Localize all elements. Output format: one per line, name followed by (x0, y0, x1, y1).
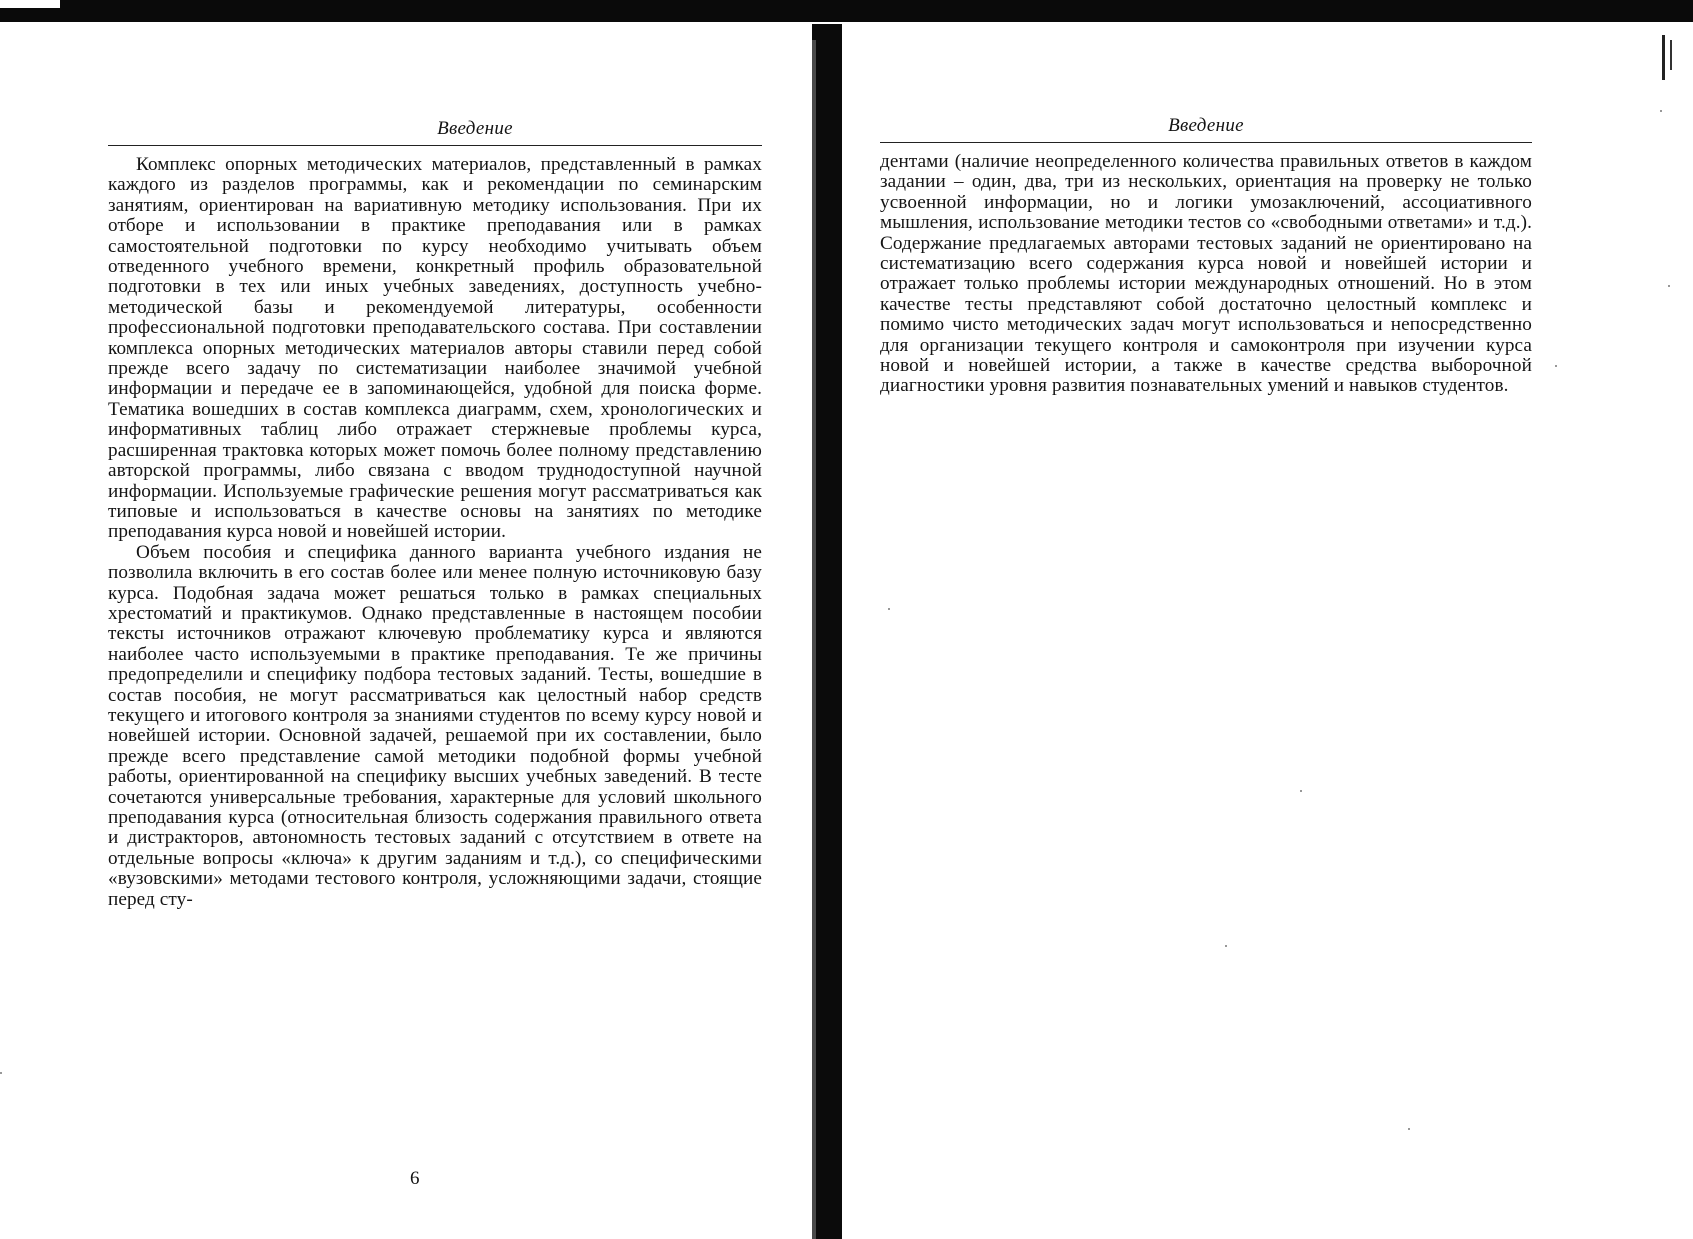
running-header: Введение (108, 118, 762, 146)
scan-speck (1555, 365, 1557, 367)
page-edge-mark (1670, 40, 1672, 70)
page-number: 6 (410, 1168, 420, 1189)
paragraph: Комплекс опорных методических материалов, представленный в рамках каждого из разделов программы, как и рекомендации по семинарским занятиям, ориентирован на вариативную методику использования. При их отборе и использовании в практике преподавания или в рамках самостоятельной подготовки по курсу необходимо учитывать объем отведенного учебного времени, конкретный профиль образовательной подготовки в тех или иных учебных заведениях, доступность учебно-методической базы и рекомендуемой литературы, особенности профессиональной подготовки преподавательского состава. При составлении комплекса опорных методических материалов авторы ставили перед собой прежде всего задачу по систематизации наиболее значимой учебной информации и передаче ее в запоминающейся, удобной для поиска форме. Тематика вошедших в состав комплекса диаграмм, схем, хронологических и информативных таблиц либо отражает стержневые проблемы курса, расширенная трактовка которых может помочь более полному представлению авторской программы, либо связана с вводом труднодоступной научной информации. Используемые графические решения могут рассматриваться как типовые и использоваться в качестве основы на занятиях по методике преподавания курса новой и новейшей истории. (108, 154, 762, 543)
book-spine-shadow (812, 24, 842, 1239)
scan-dark-band (60, 0, 1693, 22)
scan-speck (0, 1072, 2, 1074)
book-spine-edge (812, 40, 816, 1239)
scan-speck (1225, 945, 1227, 947)
paragraph: Объем пособия и специфика данного варианта учебного издания не позволила включить в его состав более или менее полную источниковую базу курса. Подобная задача может решаться только в рамках специальных хрестоматий и практикумов. Однако представленные в настоящем пособии тексты источников отражают ключевую проблематику курса и являются наиболее часто используемыми в практике преподавания. Те же причины предопределили и специфику подбора тестовых заданий. Тесты, вошедшие в состав пособия, не могут рассматриваться как целостный набор средств текущего и итогового контроля за знаниями студентов по всему курсу новой и новейшей истории. Основной задачей, решаемой при их составлении, было прежде всего представление самой методики подобной формы учебной работы, ориентированной на специфику высших учебных заведений. В тесте сочетаются универсальные требования, характерные для условий школьного преподавания курса (относительная близость содержания правильного ответа и дистракторов, автономность тестовых заданий с отсутствием в ответе на отдельные вопросы «ключа» к другим заданиям и т.д.), со специфическими «вузовскими» методами тестового контроля, усложняющими задачи, стоящие перед сту- (108, 541, 762, 910)
paragraph: дентами (наличие неопределенного количества правильных ответов в каждом задании – один, два, три из нескольких, ориентация на проверку не только усвоенной информации, но и логики умозаключений, ассоциативного мышления, использование методики тестов со «свободными ответами» и т.д.). Содержание предлагаемых авторами тестовых заданий не ориентировано на систематизацию всего содержания курса новой и новейшей истории и отражает только проблемы истории международных отношений. Но в этом качестве тесты представляют собой достаточно целостный комплекс и помимо чисто методических задач могут использоваться и непосредственно для организации текущего контроля и самоконтроля при изучении курса новой и новейшей истории, а также в качестве средства выборочной диагностики уровня развития познавательных умений и навыков студентов. (880, 151, 1532, 397)
running-header: Введение (880, 115, 1532, 143)
right-page (880, 115, 1532, 397)
scan-speck (1300, 790, 1302, 792)
scan-top-border (0, 0, 1693, 30)
scan-speck (1668, 285, 1670, 287)
scan-speck (1408, 1128, 1410, 1130)
page-edge-mark (1662, 35, 1665, 80)
left-page (108, 118, 762, 910)
scan-speck (1660, 110, 1662, 112)
scan-speck (888, 608, 890, 610)
